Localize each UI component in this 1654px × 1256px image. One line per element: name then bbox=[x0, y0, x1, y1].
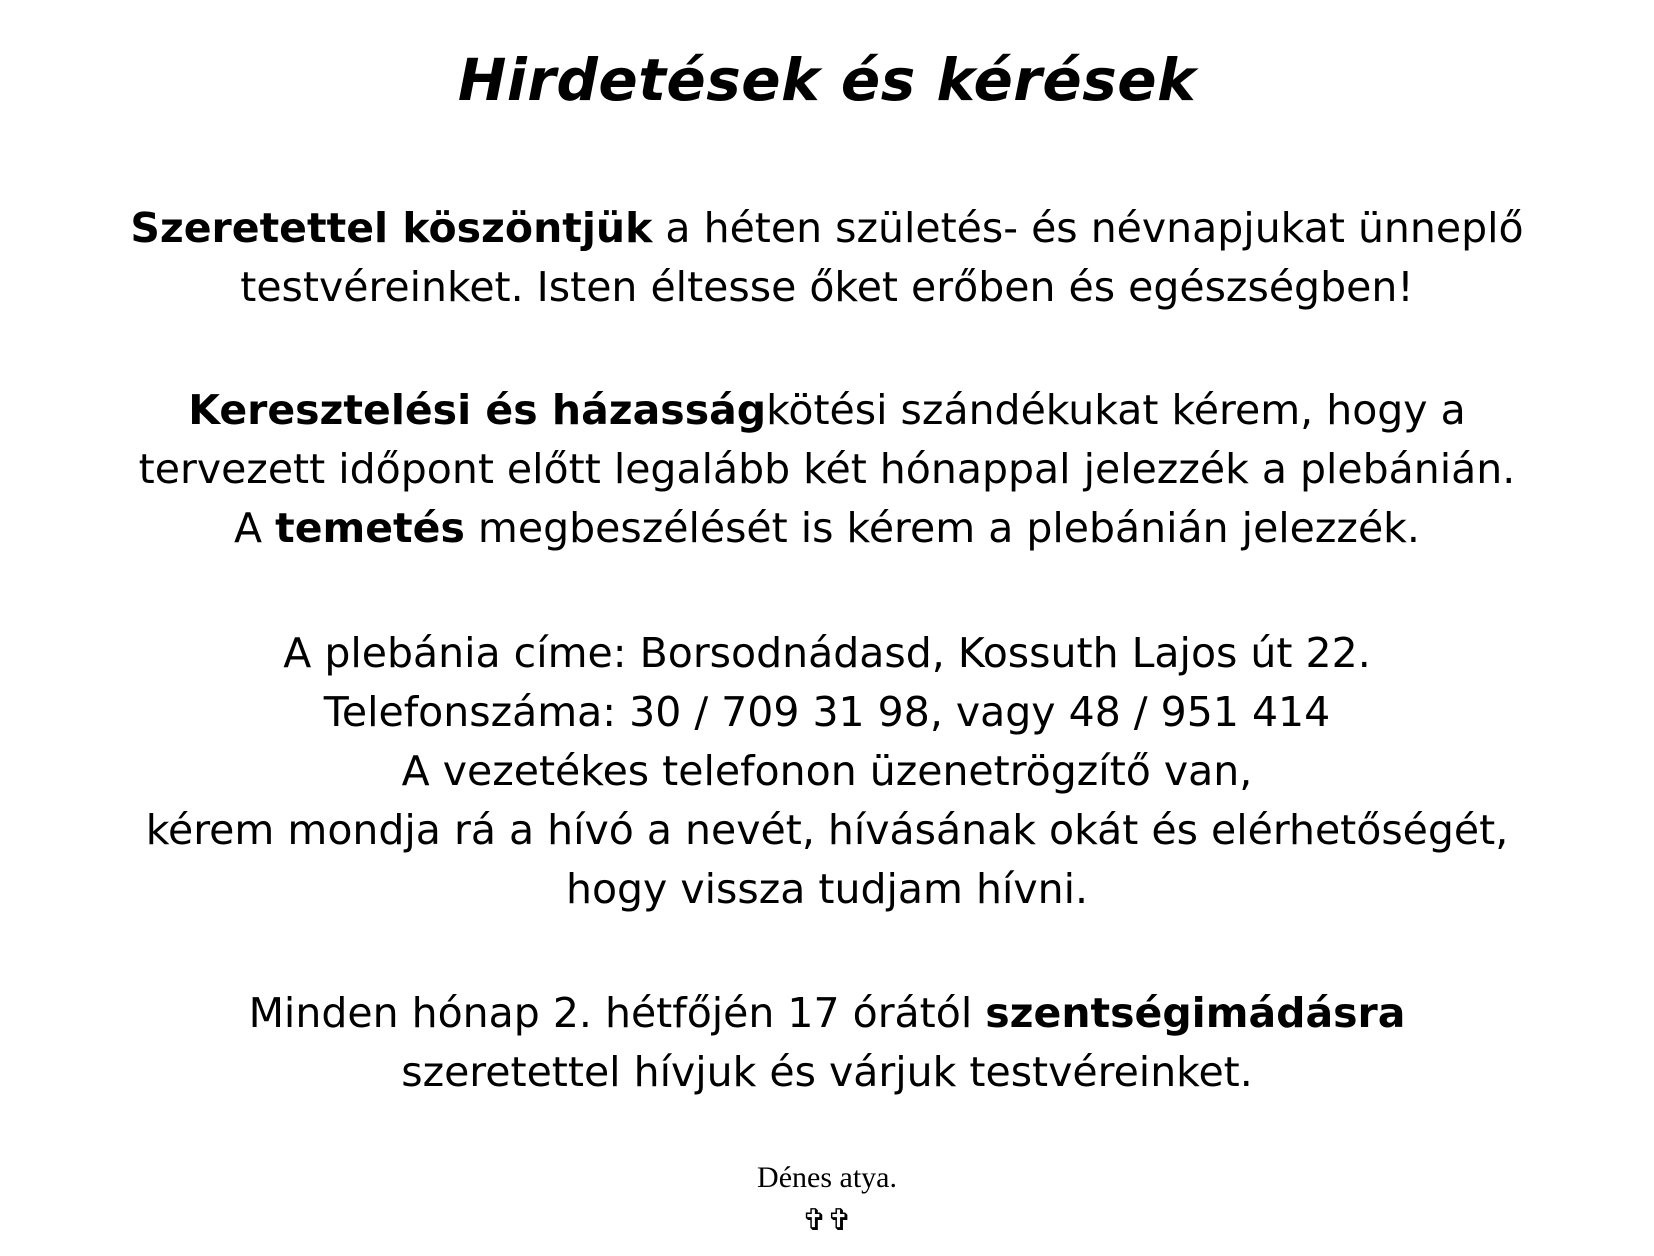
baptism-paragraph bbox=[60, 381, 1594, 558]
parish-address: A plebánia címe: Borsodnádasd, Kossuth Lajos út 22. bbox=[283, 629, 1371, 677]
contact-paragraph bbox=[60, 624, 1594, 919]
greeting-bold: Szeretettel köszöntjük bbox=[130, 204, 653, 252]
baptism-line-1 bbox=[60, 381, 1594, 440]
answering-machine-note: A vezetékes telefonon üzenetrögzítő van, bbox=[401, 747, 1253, 795]
adoration-paragraph bbox=[60, 984, 1594, 1102]
funeral-line bbox=[60, 499, 1594, 558]
callback-note: hogy vissza tudjam hívni. bbox=[565, 865, 1089, 913]
adoration-prefix: Minden hónap 2. hétfőjén 17 órától bbox=[248, 989, 986, 1037]
funeral-prefix: A bbox=[234, 504, 276, 552]
cross-icon: ✞✞ bbox=[801, 1203, 853, 1238]
parish-phone: Telefonszáma: 30 / 709 31 98, vagy 48 / 951 414 bbox=[323, 688, 1331, 736]
adoration-line-1 bbox=[60, 984, 1594, 1043]
signature: Dénes atya. bbox=[757, 1161, 897, 1194]
baptism-line-2: tervezett időpont előtt legalább két hónappal jelezzék a plebánián. bbox=[138, 445, 1516, 493]
baptism-bold: Keresztelési és házasság bbox=[188, 386, 767, 434]
greeting-line-1 bbox=[60, 199, 1594, 258]
caller-instruction: kérem mondja rá a hívó a nevét, hívásának okát és elérhetőségét, bbox=[145, 806, 1509, 854]
funeral-rest: megbeszélését is kérem a plebánián jelezzék. bbox=[464, 504, 1420, 552]
page-title: Hirdetések és kérések bbox=[457, 46, 1197, 114]
greeting-line-2: testvéreinket. Isten éltesse őket erőben és egészségben! bbox=[240, 263, 1414, 311]
greeting-paragraph bbox=[60, 199, 1594, 317]
baptism-line-1-rest: kötési szándékukat kérem, hogy a bbox=[766, 386, 1466, 434]
funeral-bold: temetés bbox=[275, 504, 465, 552]
adoration-bold: szentségimádásra bbox=[985, 989, 1406, 1037]
adoration-line-2: szeretettel hívjuk és várjuk testvéreinket. bbox=[401, 1048, 1253, 1096]
greeting-line-1-rest: a héten születés- és névnapjukat ünneplő bbox=[652, 204, 1524, 252]
